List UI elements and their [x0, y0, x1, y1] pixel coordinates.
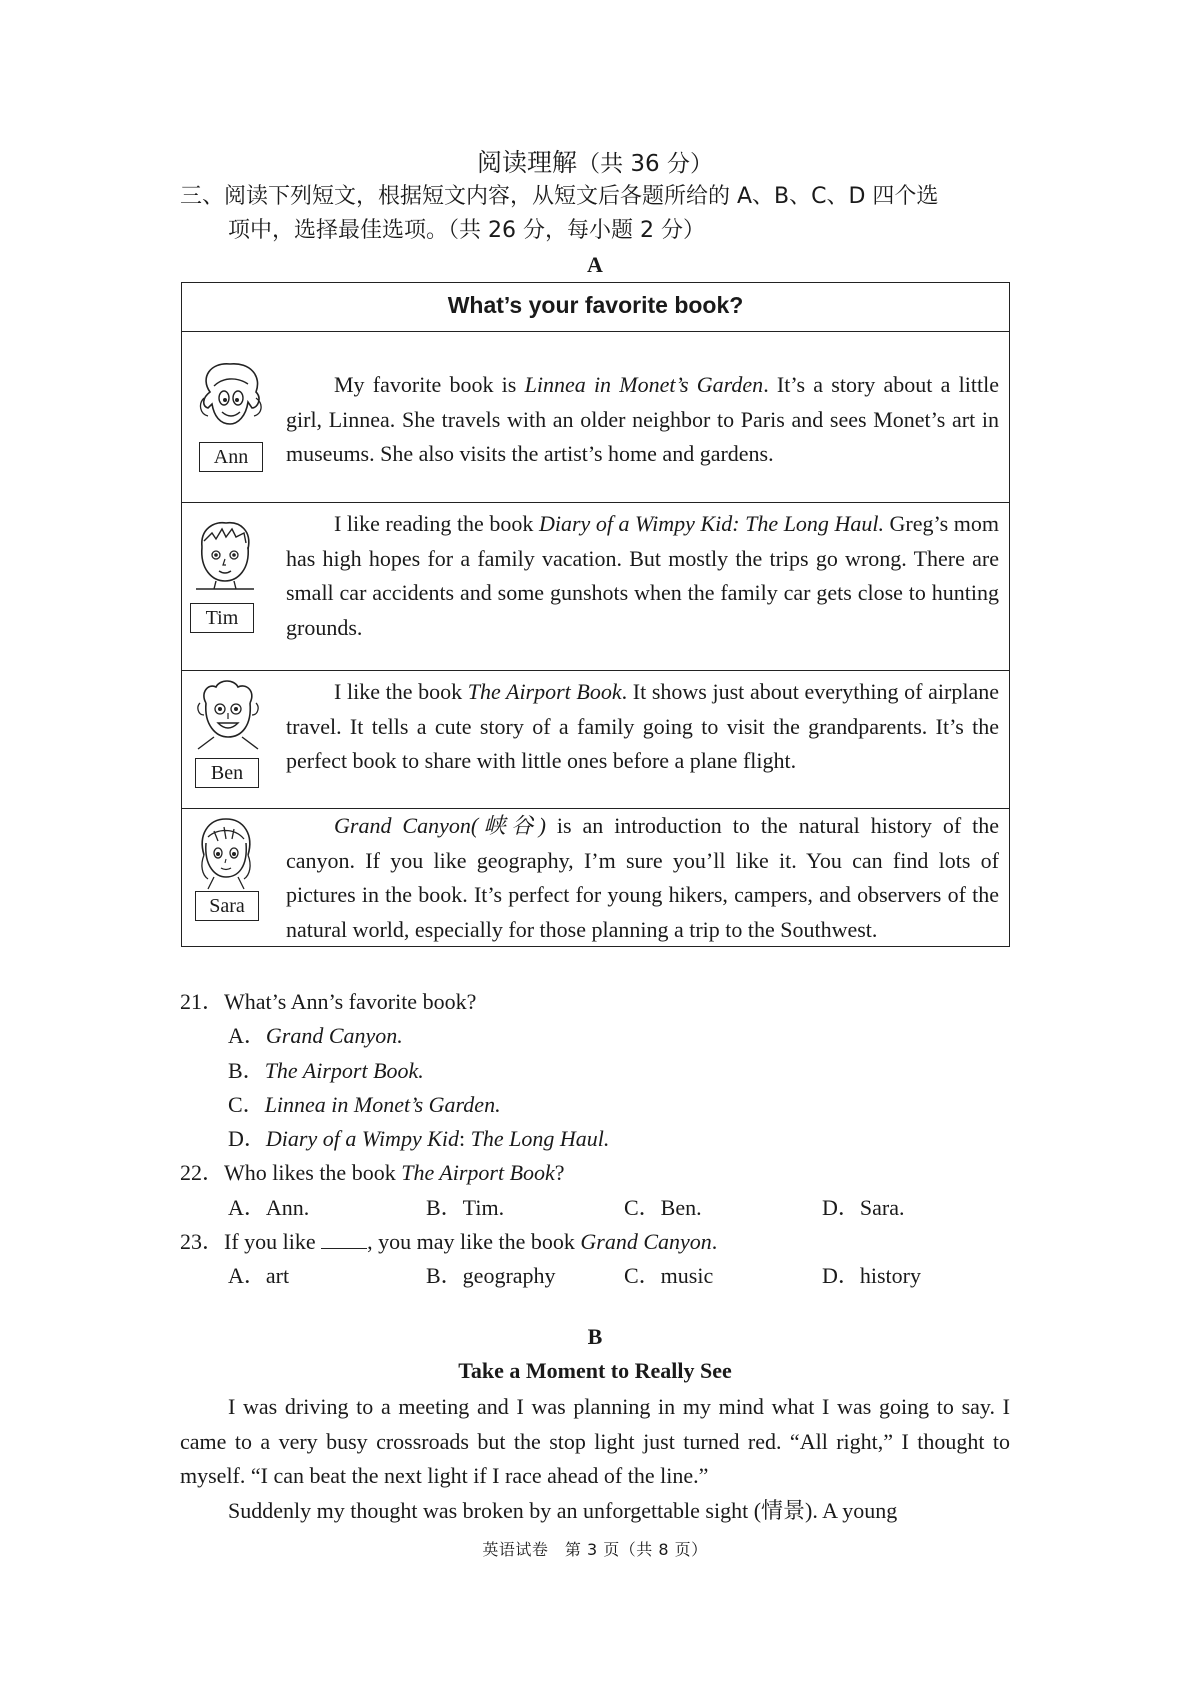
option-a: A．art — [228, 1263, 290, 1289]
option-a: A．Ann. — [228, 1194, 310, 1220]
question-21: 21．What’s Ann’s favorite book? — [180, 989, 477, 1014]
option-b: B．The Airport Book. — [228, 1057, 424, 1083]
book-description-ben: I like the book The Airport Book. It shows just about everything of airplane travel. It tells a cute story of a family going to visit the grandparents. It’s the perfect book to share with little ones before a plane flight. — [286, 679, 999, 773]
part-a-label: A — [587, 252, 603, 277]
instructions — [180, 180, 1020, 248]
option-b: B．geography — [426, 1263, 556, 1289]
table-row — [182, 503, 1010, 671]
question-22: 22．Who likes the book The Airport Book? — [180, 1160, 565, 1186]
section-title — [0, 143, 1190, 179]
instruction-line-2: 项中，选择最佳选项。（共 26 分，每小题 2 分） — [228, 218, 705, 243]
name-tag-sara: Sara — [195, 891, 259, 921]
book-description-ann: My favorite book is Linnea in Monet’s Garden. It’s a story about a little girl, Linnea. She travels with an older neighbor to Paris and sees Monet’s art in museums. She also visits the artist’s home and gardens. — [286, 372, 999, 466]
book-title: Linnea in Monet’s Garden — [524, 372, 764, 397]
book-description-sara: Grand Canyon(峡谷) is an introduction to the natural history of the canyon. If you like geography, I’m sure you’ll like it. You can find lots of pictures in the book. It’s perfect for young hikers, campers, and observers of the natural world, especially for those planning a trip to the Southwest. — [286, 813, 999, 942]
book-title: Diary of a Wimpy Kid: The Long Haul. — [538, 511, 884, 536]
instruction-line-1: 三、阅读下列短文，根据短文内容，从短文后各题所给的 A、B、C、D 四个选 — [180, 184, 939, 209]
table-title: What’s your favorite book? — [182, 283, 1010, 332]
book-title: Grand Canyon(峡谷) — [334, 813, 546, 838]
table-row — [182, 332, 1010, 503]
page-footer: 英语试卷 第 3 页（共 8 页） — [482, 1540, 708, 1559]
boy-avatar-icon — [194, 679, 264, 751]
name-tag-tim: Tim — [190, 603, 254, 633]
question-22-options — [180, 1191, 1020, 1225]
passage-title: Take a Moment to Really See — [458, 1358, 732, 1383]
name-tag-ben: Ben — [195, 758, 259, 788]
answer-blank — [321, 1228, 367, 1249]
option-c: C．Linnea in Monet’s Garden. — [228, 1091, 501, 1117]
passage-paragraph: Suddenly my thought was broken by an unforgettable sight (情景). A young — [228, 1497, 898, 1523]
question-23-options — [180, 1259, 1020, 1293]
option-c: C．music — [624, 1263, 714, 1289]
passage-body — [180, 1390, 1010, 1528]
questions — [180, 985, 1020, 1294]
favorite-books-table — [181, 282, 1010, 947]
boy-avatar-icon — [192, 519, 258, 591]
section-score: （共 36 分） — [577, 151, 713, 177]
part-b-label: B — [587, 1324, 603, 1349]
section-title-text: 阅读理解 — [477, 148, 578, 177]
table-row — [182, 809, 1010, 947]
table-row — [182, 671, 1010, 809]
book-title: The Airport Book — [467, 679, 622, 704]
option-d: D．Diary of a Wimpy Kid: The Long Haul. — [228, 1126, 610, 1152]
option-d: D．history — [822, 1263, 922, 1289]
passage-paragraph: I was driving to a meeting and I was planning in my mind what I was going to say. I came to a very busy crossroads but the stop light just turned red. “All right,” I thought to myself. “I can beat the next light if I race ahead of the line.” — [180, 1394, 1010, 1488]
name-tag-ann: Ann — [199, 442, 263, 472]
girl-avatar-icon — [194, 815, 258, 891]
book-description-tim: I like reading the book Diary of a Wimpy Kid: The Long Haul. Greg’s mom has high hopes for a family vacation. But mostly the trips go wrong. There are small car accidents and some gunshots when the family car gets close to hunting grounds. — [286, 511, 999, 640]
option-a: A．Grand Canyon. — [228, 1023, 403, 1049]
option-b: B．Tim. — [426, 1194, 505, 1220]
question-23: 23．If you like , you may like the book Grand Canyon. — [180, 1229, 718, 1255]
girl-avatar-icon — [196, 358, 268, 432]
option-c: C．Ben. — [624, 1194, 702, 1220]
option-d: D．Sara. — [822, 1194, 905, 1220]
